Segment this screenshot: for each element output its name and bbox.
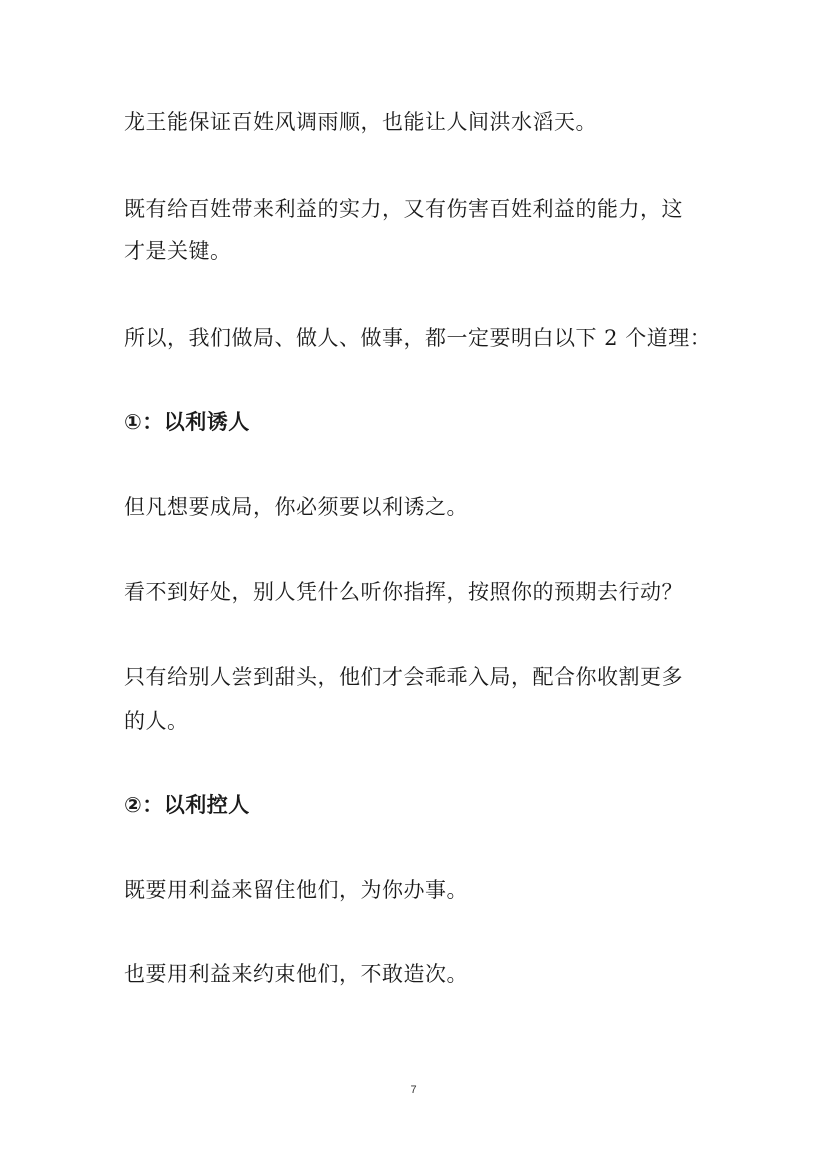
section-heading: ②：以利控人 xyxy=(124,793,250,817)
section-heading: ①：以利诱人 xyxy=(124,410,250,434)
paragraph-line: 所以，我们做局、做人、做事，都一定要明白以下 2 个道理： xyxy=(124,326,712,350)
paragraph-line: 才是关键。 xyxy=(124,239,232,263)
paragraph-line: 也要用利益来约束他们，不敢造次。 xyxy=(124,962,468,986)
paragraph-line: 只有给别人尝到甜头，他们才会乖乖入局，配合你收割更多 xyxy=(124,665,683,689)
paragraph-line: 但凡想要成局，你必须要以利诱之。 xyxy=(124,495,468,519)
paragraph-line: 既有给百姓带来利益的实力，又有伤害百姓利益的能力，这 xyxy=(124,197,683,221)
paragraph-line: 既要用利益来留住他们，为你办事。 xyxy=(124,878,468,902)
paragraph-line: 龙王能保证百姓风调雨顺，也能让人间洪水滔天。 xyxy=(124,110,597,134)
page-number: 7 xyxy=(410,1084,417,1096)
paragraph-line: 看不到好处，别人凭什么听你指挥，按照你的预期去行动？ xyxy=(124,580,683,604)
paragraph-line: 的人。 xyxy=(124,709,189,733)
